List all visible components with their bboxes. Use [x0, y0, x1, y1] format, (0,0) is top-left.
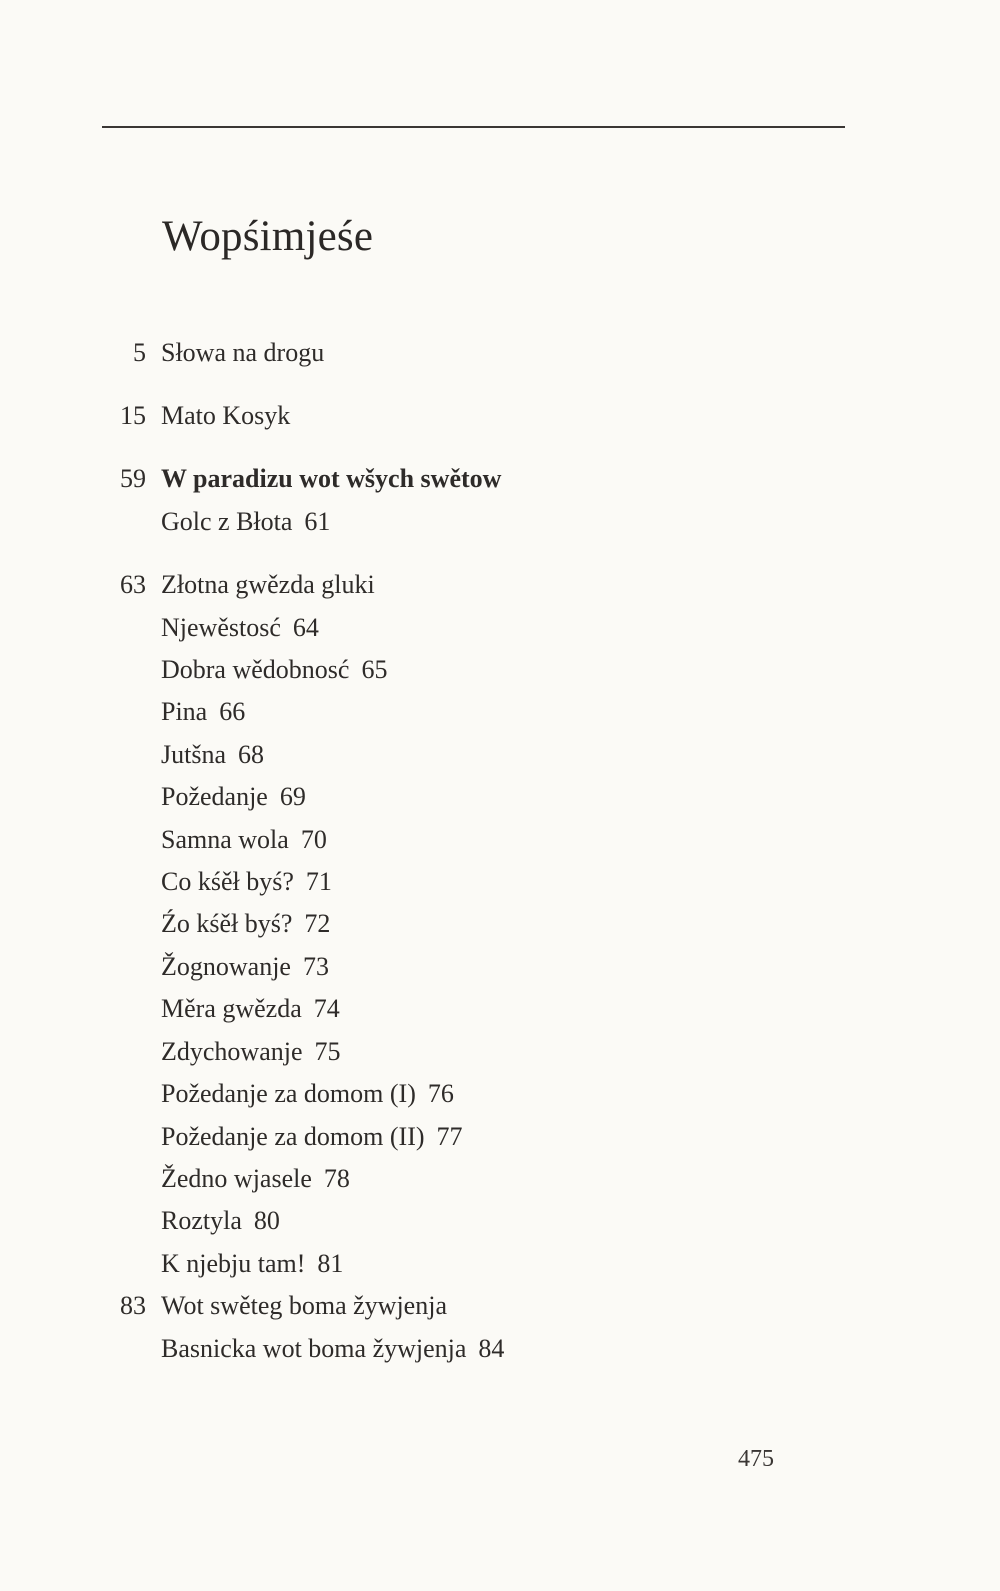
entry-title: K njebju tam!	[161, 1249, 306, 1278]
entry-title: Dobra wědobnosć	[161, 655, 350, 684]
entry-title: Požedanje za domom (II)	[161, 1122, 425, 1151]
entry-page-number: 74	[313, 994, 340, 1023]
section-page-number: 83	[120, 1291, 146, 1320]
entry-page-number: 72	[304, 909, 331, 938]
toc-entry	[100, 1247, 343, 1281]
entry-page-number: 61	[304, 507, 331, 536]
entry-page-number: 68	[238, 740, 264, 769]
entry-title: Źo kśěł byś?	[161, 909, 293, 938]
entry-page-number: 81	[317, 1249, 344, 1278]
entry-page-number: 70	[300, 825, 327, 854]
entry-title: Roztyla	[161, 1206, 242, 1235]
entry-page-number: 66	[219, 697, 246, 726]
entry-page-number: 76	[427, 1079, 454, 1108]
toc-entry	[100, 399, 290, 433]
entry-title: Požedanje	[161, 782, 268, 811]
entry-title: Słowa na drogu	[161, 338, 325, 367]
toc-entry	[100, 738, 264, 772]
toc-entry	[100, 865, 332, 899]
section-page-number: 63	[120, 570, 146, 599]
toc-entry	[100, 1289, 447, 1323]
page-number: 475	[738, 1446, 774, 1472]
toc-entry	[100, 568, 375, 602]
entry-title: Požedanje za domom (I)	[161, 1079, 416, 1108]
entry-title: Mato Kosyk	[161, 401, 291, 430]
entry-page-number: 78	[323, 1164, 350, 1193]
entry-page-number: 64	[292, 613, 319, 642]
toc-entry	[100, 336, 324, 370]
section-page-number: 15	[120, 401, 146, 430]
entry-title: Jutšna	[161, 740, 226, 769]
toc-entry	[100, 907, 330, 941]
header-rule	[102, 126, 845, 128]
entry-title: Zdychowanje	[161, 1037, 303, 1066]
entry-page-number: 71	[305, 867, 332, 896]
toc-entry	[100, 505, 330, 539]
toc-entry	[100, 780, 306, 814]
toc-entry	[100, 695, 245, 729]
toc-entry	[100, 950, 329, 984]
toc-entry	[100, 1120, 463, 1154]
entry-page-number: 69	[279, 782, 306, 811]
entry-page-number: 77	[436, 1122, 463, 1151]
toc-entry	[100, 1162, 350, 1196]
toc-entry	[100, 992, 340, 1026]
entry-title: Měra gwězda	[161, 994, 302, 1023]
section-page-number: 5	[133, 338, 146, 367]
toc-entry	[100, 462, 501, 496]
section-page-number: 59	[120, 464, 146, 493]
entry-title: Wot swěteg boma žywjenja	[161, 1291, 447, 1320]
toc-entry	[100, 823, 327, 857]
entry-page-number: 65	[361, 655, 388, 684]
toc-entry	[100, 1035, 341, 1069]
entry-page-number: 75	[314, 1037, 341, 1066]
toc-entry	[100, 1204, 280, 1238]
entry-title: Žognowanje	[161, 952, 291, 981]
entry-title: Pina	[161, 697, 208, 726]
entry-page-number: 73	[302, 952, 329, 981]
toc-entry	[100, 611, 319, 645]
entry-title: Basnicka wot boma žywjenja	[161, 1334, 467, 1363]
entry-title: Samna wola	[161, 825, 289, 854]
entry-title: Golc z Błota	[161, 507, 293, 536]
page-title: Wopśimjeśe	[162, 213, 374, 260]
entry-title: W paradizu wot wšych swětow	[161, 464, 502, 493]
toc-entry	[100, 653, 387, 687]
entry-title: Žedno wjasele	[161, 1164, 312, 1193]
entry-title: Złotna gwězda gluki	[161, 570, 375, 599]
toc-entry	[100, 1077, 454, 1111]
entry-title: Njewěstosć	[161, 613, 281, 642]
toc-entry	[100, 1332, 504, 1366]
entry-page-number: 84	[478, 1334, 505, 1363]
entry-title: Co kśěł byś?	[161, 867, 294, 896]
entry-page-number: 80	[253, 1206, 280, 1235]
